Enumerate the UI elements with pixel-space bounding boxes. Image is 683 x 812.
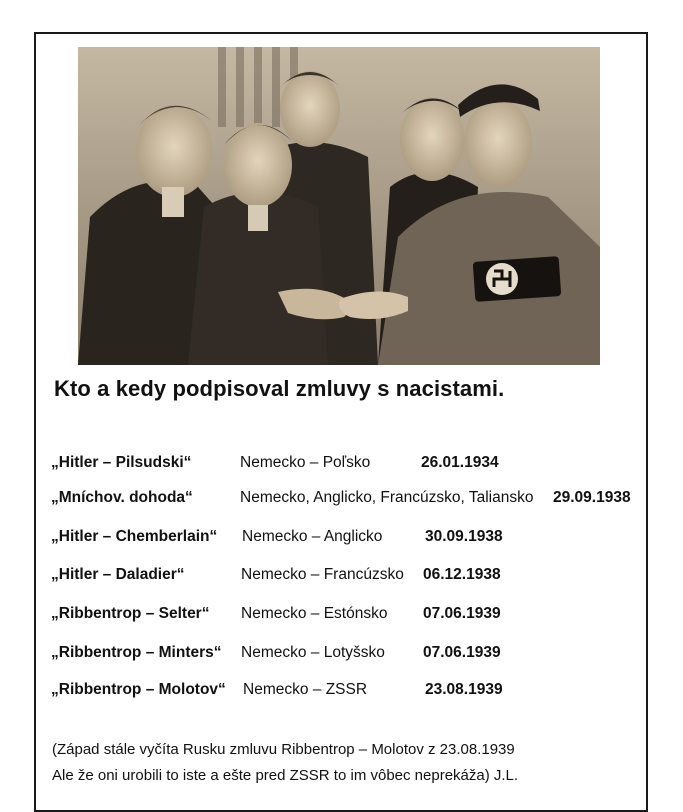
treaty-parties: Nemecko – Anglicko <box>242 528 383 545</box>
treaty-parties: Nemecko – Poľsko <box>240 454 371 471</box>
treaty-parties: Nemecko – ZSSR <box>243 681 368 698</box>
treaty-name: „Ribbentrop – Selter“ <box>51 605 210 622</box>
treaty-row <box>0 644 683 668</box>
treaty-row <box>0 566 683 590</box>
treaty-row <box>0 489 683 513</box>
treaty-date: 07.06.1939 <box>423 644 501 661</box>
treaty-name: „Ribbentrop – Minters“ <box>51 644 222 661</box>
treaty-date: 23.08.1939 <box>425 681 503 698</box>
footnote-line-2: Ale že oni urobili to iste a ešte pred ZSSR to im vôbec neprekáža) J.L. <box>52 767 519 784</box>
treaty-row <box>0 681 683 705</box>
treaty-parties: Nemecko – Francúzsko <box>241 566 404 583</box>
treaty-parties: Nemecko, Anglicko, Francúzsko, Taliansko <box>240 489 534 506</box>
page-title: Kto a kedy podpisoval zmluvy s nacistami. <box>54 376 505 401</box>
treaty-name: „Mníchov. dohoda“ <box>51 489 193 506</box>
treaty-row <box>0 454 683 478</box>
historical-photo <box>78 47 600 365</box>
treaty-name: „Hitler – Chemberlain“ <box>51 528 218 545</box>
treaty-parties: Nemecko – Lotyšsko <box>241 644 385 661</box>
treaty-date: 30.09.1938 <box>425 528 503 545</box>
treaty-row <box>0 605 683 629</box>
treaty-parties: Nemecko – Estónsko <box>241 605 388 622</box>
footnote-line-1: (Západ stále vyčíta Rusku zmluvu Ribbentrop – Molotov z 23.08.1939 <box>52 741 515 758</box>
treaty-date: 29.09.1938 <box>553 489 631 506</box>
treaty-name: „Ribbentrop – Molotov“ <box>51 681 226 698</box>
handshake-photo-illustration <box>78 47 600 365</box>
treaty-row <box>0 528 683 552</box>
treaty-name: „Hitler – Daladier“ <box>51 566 185 583</box>
treaty-date: 26.01.1934 <box>421 454 499 471</box>
treaty-name: „Hitler – Pilsudski“ <box>51 454 192 471</box>
treaty-date: 07.06.1939 <box>423 605 501 622</box>
treaty-date: 06.12.1938 <box>423 566 501 583</box>
